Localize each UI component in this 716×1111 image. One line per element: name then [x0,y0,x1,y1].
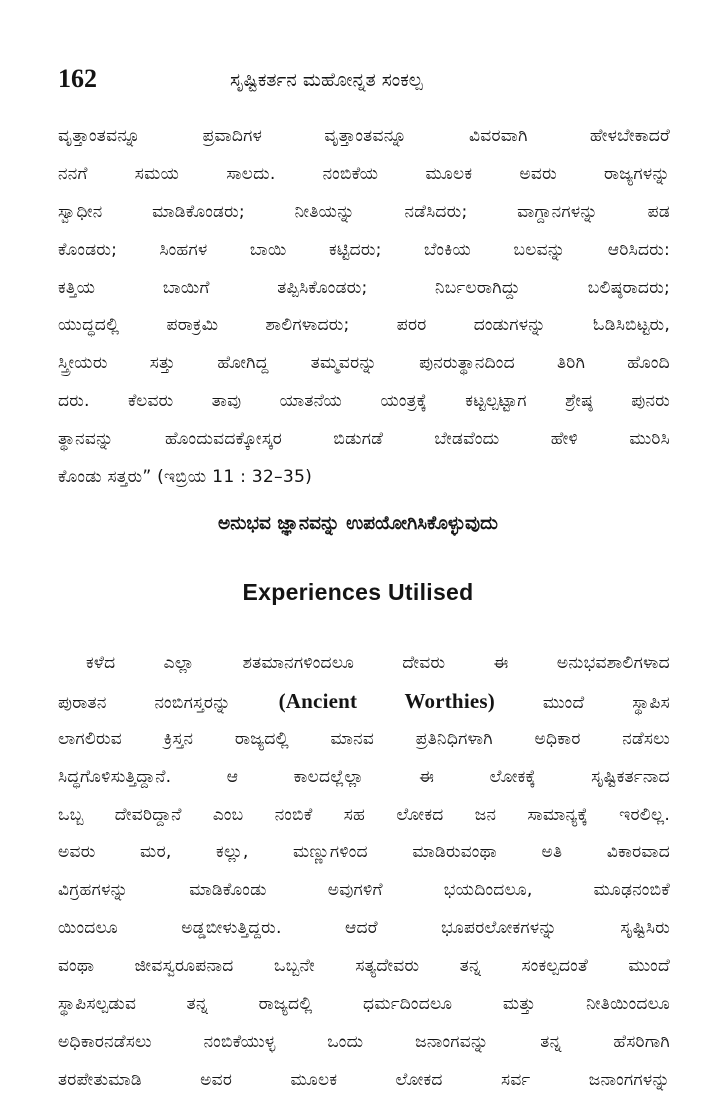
running-title: ಸೃಷ್ಟಿಕರ್ತನ ಮಹೋನ್ನತ ಸಂಕಲ್ಪ [230,69,423,91]
page-number: 162 [58,64,97,93]
text-line: ವಿಗ್ರಹಗಳನ್ನು ಮಾಡಿಕೊಂಡು ಅವುಗಳಿಗೆ ಭಯದಿಂದಲೂ, ಮೂಢನಂಬಿಕೆ [58,880,670,901]
section-heading-kannada: ಅನುಭವ ಜ್ಞಾನವನ್ನು ಉಪಯೋಗಿಸಿಕೊಳ್ಳುವುದು [218,513,498,534]
text-line: ಯಿಂದಲೂ ಅಡ್ಡಬೀಳುತ್ತಿದ್ದರು. ಆದರೆ ಭೂಪರಲೋಕಗಳನ್ನು ಸೃಷ್ಟಿಸಿರು [58,918,670,939]
text-line: ಯುದ್ಧದಲ್ಲಿ ಪರಾಕ್ರಮಿ ಶಾಲಿಗಳಾದರು; ಪರರ ದಂಡುಗಳನ್ನು ಓಡಿಸಿಬಿಟ್ಟರು, [58,315,670,336]
text-line: ಸ್ವಾಧೀನ ಮಾಡಿಕೊಂಡರು; ನೀತಿಯನ್ನು ನಡೆಸಿದರು; ವಾಗ್ದಾನಗಳನ್ನು ಪಡ [58,201,670,222]
page-header [58,62,678,102]
text-line: ಒಬ್ಬ ದೇವರಿದ್ದಾನೆ ಎಂಬ ನಂಬಿಕೆ ಸಹ ಲೋಕದ ಜನ ಸಾಮಾನ್ಯಕ್ಕೆ ಇರಲಿಲ್ಲ. [58,804,670,825]
text-line: ನನಗೆ ಸಮಯ ಸಾಲದು. ನಂಬಿಕೆಯ ಮೂಲಕ ಅವರು ರಾಜ್ಯಗಳನ್ನು [58,163,670,184]
text-line: ಸಿದ್ಧಗೊಳಿಸುತ್ತಿದ್ದಾನೆ. ಆ ಕಾಲದಲ್ಲೆಲ್ಲಾ ಈ ಲೋಕಕ್ಕೆ ಸೃಷ್ಟಿಕರ್ತನಾದ [58,766,670,787]
text-line: ಅವರು ಮರ, ಕಲ್ಲು, ಮಣ್ಣುಗಳಿಂದ ಮಾಡಿರುವಂಥಾ ಅತಿ ವಿಕಾರವಾದ [58,842,670,863]
scripture-citation: (ಇಬ್ರಿಯ 11 : 32–35) [157,467,313,488]
text-line: ಸ್ತ್ರೀಯರು ಸತ್ತು ಹೋಗಿದ್ದ ತಮ್ಮವರನ್ನು ಪುನರುತ್ಥಾನದಿಂದ ತಿರಿಗಿ ಹೊಂದಿ [58,353,670,374]
text-line: ಲಾಗಲಿರುವ ಕ್ರಿಸ್ತನ ರಾಜ್ಯದಲ್ಲಿ ಮಾನವ ಪ್ರತಿನಿಧಿಗಳಾಗಿ ಅಧಿಕಾರ ನಡೆಸಲು [58,728,670,749]
text-line: ವೃತ್ತಾಂತವನ್ನೂ ಪ್ರವಾದಿಗಳ ವೃತ್ತಾಂತವನ್ನೂ ವಿವರವಾಗಿ ಹೇಳಬೇಕಾದರೆ [58,126,670,146]
text-line: ವಂಥಾ ಜೀವಸ್ವರೂಪನಾದ ಒಬ್ಬನೇ ಸತ್ಯದೇವರು ತನ್ನ ಸಂಕಲ್ಪದಂತೆ ಮುಂದೆ [58,956,670,977]
paragraph-experiences [58,645,670,1100]
text-line: ಕಳೆದ ಎಲ್ಲಾ ಶತಮಾನಗಳಿಂದಲೂ ದೇವರು ಈ ಅನುಭವಶಾಲಿಗಳಾದ [86,653,670,673]
text-segment: ಪುರಾತನ ನಂಬಿಗಸ್ತರನ್ನು [58,692,279,713]
text-line: ಸ್ಥಾಪಿಸಲ್ಪಡುವ ತನ್ನ ರಾಜ್ಯದಲ್ಲಿ ಧರ್ಮದಿಂದಲೂ ಮತ್ತು ನೀತಿಯಿಂದಲೂ [58,994,670,1015]
section-heading-english: Experiences Utilised [242,579,474,605]
quote-ending: ಕೊಂಡು ಸತ್ತರು” [58,467,152,488]
english-term: (Ancient Worthies) [278,688,495,713]
text-line: ಕೊಂಡರು; ಸಿಂಹಗಳ ಬಾಯಿ ಕಟ್ಟಿದರು; ಬೆಂಕಿಯ ಬಲವನ್ನು ಆರಿಸಿದರು: [58,239,670,260]
text-line: ಕತ್ತಿಯ ಬಾಯಿಗೆ ತಪ್ಪಿಸಿಕೊಂಡರು; ನಿರ್ಬಲರಾಗಿದ್ದು ಬಲಿಷ್ಠರಾದರು; [58,277,670,298]
text-line-last [58,459,670,497]
text-line [58,683,670,721]
text-line: ಅಧಿಕಾರನಡೆಸಲು ನಂಬಿಕೆಯುಳ್ಳ ಒಂದು ಜನಾಂಗವನ್ನು ತನ್ನ ಹೆಸರಿಗಾಗಿ [58,1031,670,1052]
text-segment: ಮುಂದೆ ಸ್ಥಾಪಿಸ [494,692,670,713]
text-line: ತ್ಥಾನವನ್ನು ಹೊಂದುವದಕ್ಕೋಸ್ಕರ ಬಿಡುಗಡೆ ಬೇಡವೆಂದು ಹೇಳಿ ಮುರಿಸಿ [58,429,670,450]
paragraph-scripture-quote [58,118,670,497]
text-line: ದರು. ಕೆಲವರು ತಾವು ಯಾತನೆಯ ಯಂತ್ರಕ್ಕೆ ಕಟ್ಟಲ್ಪಟ್ಟಾಗ ಶ್ರೇಷ್ಠ ಪುನರು [58,391,670,412]
text-line: ತರಪೇತುಮಾಡಿ ಅವರ ಮೂಲಕ ಲೋಕದ ಸರ್ವ ಜನಾಂಗಗಳನ್ನು [58,1069,670,1090]
